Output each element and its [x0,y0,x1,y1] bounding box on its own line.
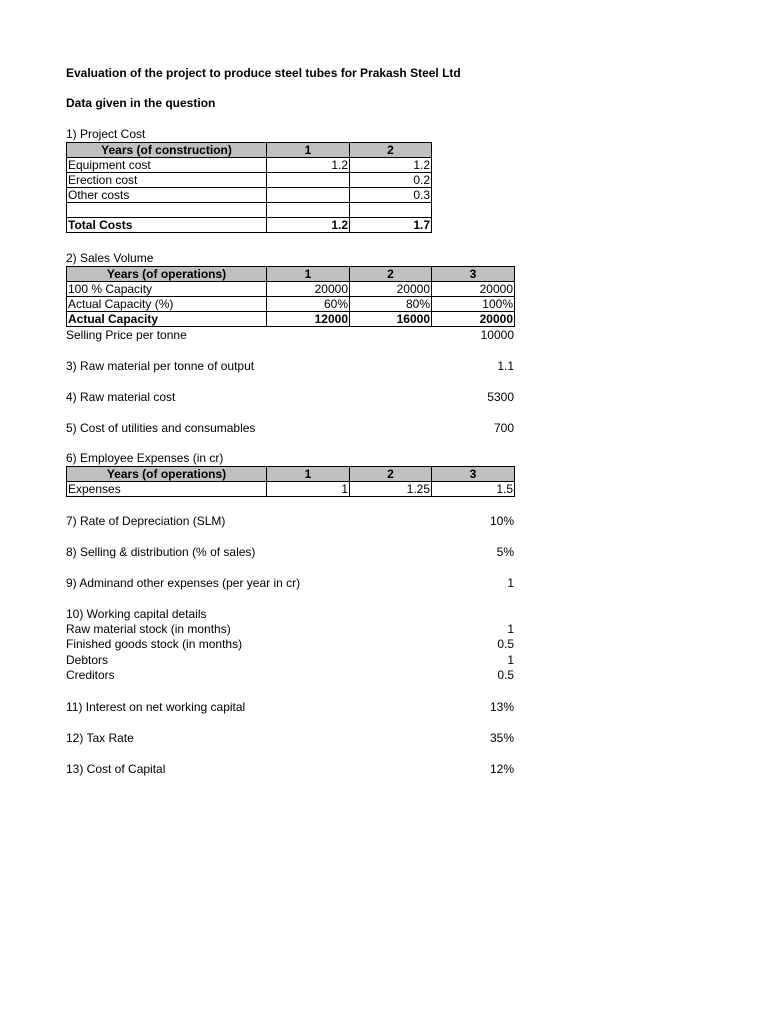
row-label: Equipment cost [67,158,267,173]
table-cell: 60% [267,297,350,312]
selling-price-value: 10000 [480,328,514,342]
debtors-label: Debtors [66,653,109,667]
utilities-cost-value: 700 [493,421,514,435]
selling-distribution-label: 8) Selling & distribution (% of sales) [66,545,256,559]
table-cell: 1.2 [267,158,350,173]
header-cell: 2 [350,267,432,282]
header-cell: 1 [267,143,350,158]
table-row [67,312,515,327]
admin-expenses-label: 9) Adminand other expenses (per year in cr) [66,576,301,590]
cost-of-capital-value: 12% [489,762,514,776]
table-cell: 80% [350,297,432,312]
header-cell: Years (of construction) [67,143,267,158]
table-row [67,482,515,497]
header-cell: 3 [432,267,515,282]
debtors-value: 1 [507,653,514,667]
table-cell: 20000 [267,282,350,297]
table-cell [267,188,350,203]
table-header-row [67,143,432,158]
header-cell: 2 [350,467,432,482]
tax-rate-value: 35% [489,731,514,745]
table-row [67,282,515,297]
table-cell: 0.2 [350,173,432,188]
table-cell: 16000 [350,312,432,327]
project-cost-table [66,142,432,233]
page-subtitle: Data given in the question [66,96,216,110]
row-label: Expenses [67,482,267,497]
interest-working-capital-label: 11) Interest on net working capital [66,700,246,714]
row-label: Actual Capacity [67,312,267,327]
table-cell: 1.2 [350,158,432,173]
project-cost-heading: 1) Project Cost [66,127,146,141]
depreciation-rate-value: 10% [489,514,514,528]
table-row [67,297,515,312]
table-cell: 1.5 [432,482,515,497]
table-row [67,188,432,203]
cost-of-capital-label: 13) Cost of Capital [66,762,166,776]
table-cell: 1 [267,482,350,497]
header-cell: 1 [267,467,350,482]
sales-volume-table [66,266,515,327]
row-label: Actual Capacity (%) [67,297,267,312]
table-cell: 0.3 [350,188,432,203]
utilities-cost-label: 5) Cost of utilities and consumables [66,421,256,435]
row-label: Total Costs [67,218,267,233]
table-cell [350,203,432,218]
creditors-label: Creditors [66,668,115,682]
creditors-value: 0.5 [497,668,514,682]
table-cell: 1.2 [267,218,350,233]
tax-rate-label: 12) Tax Rate [66,731,134,745]
interest-working-capital-value: 13% [489,700,514,714]
header-cell: 1 [267,267,350,282]
raw-material-cost-value: 5300 [487,390,514,404]
row-label: Other costs [67,188,267,203]
table-cell: 12000 [267,312,350,327]
header-cell: Years (of operations) [67,267,267,282]
table-row [67,173,432,188]
raw-material-stock-value: 1 [507,622,514,636]
raw-material-per-tonne-value: 1.1 [497,359,514,373]
sales-volume-heading: 2) Sales Volume [66,251,154,265]
table-cell: 20000 [432,312,515,327]
table-cell: 1.25 [350,482,432,497]
selling-price-label: Selling Price per tonne [66,328,187,342]
depreciation-rate-label: 7) Rate of Depreciation (SLM) [66,514,226,528]
table-cell: 20000 [432,282,515,297]
raw-material-per-tonne-label: 3) Raw material per tonne of output [66,359,255,373]
table-header-row [67,467,515,482]
row-label: 100 % Capacity [67,282,267,297]
page-title: Evaluation of the project to produce steel tubes for Prakash Steel Ltd [66,66,461,80]
employee-expenses-table [66,466,515,497]
finished-goods-stock-value: 0.5 [497,637,514,651]
header-cell: 2 [350,143,432,158]
table-cell: 20000 [350,282,432,297]
row-label: Erection cost [67,173,267,188]
raw-material-cost-label: 4) Raw material cost [66,390,176,404]
table-row [67,158,432,173]
table-cell: 1.7 [350,218,432,233]
header-cell: 3 [432,467,515,482]
working-capital-heading: 10) Working capital details [66,607,207,621]
table-cell [267,173,350,188]
total-row [67,218,432,233]
table-cell [267,203,350,218]
table-cell: 100% [432,297,515,312]
table-row [67,203,432,218]
raw-material-stock-label: Raw material stock (in months) [66,622,231,636]
row-label [67,203,267,218]
finished-goods-stock-label: Finished goods stock (in months) [66,637,243,651]
table-header-row [67,267,515,282]
admin-expenses-value: 1 [507,576,514,590]
header-cell: Years (of operations) [67,467,267,482]
employee-expenses-heading: 6) Employee Expenses (in cr) [66,451,224,465]
selling-distribution-value: 5% [496,545,514,559]
